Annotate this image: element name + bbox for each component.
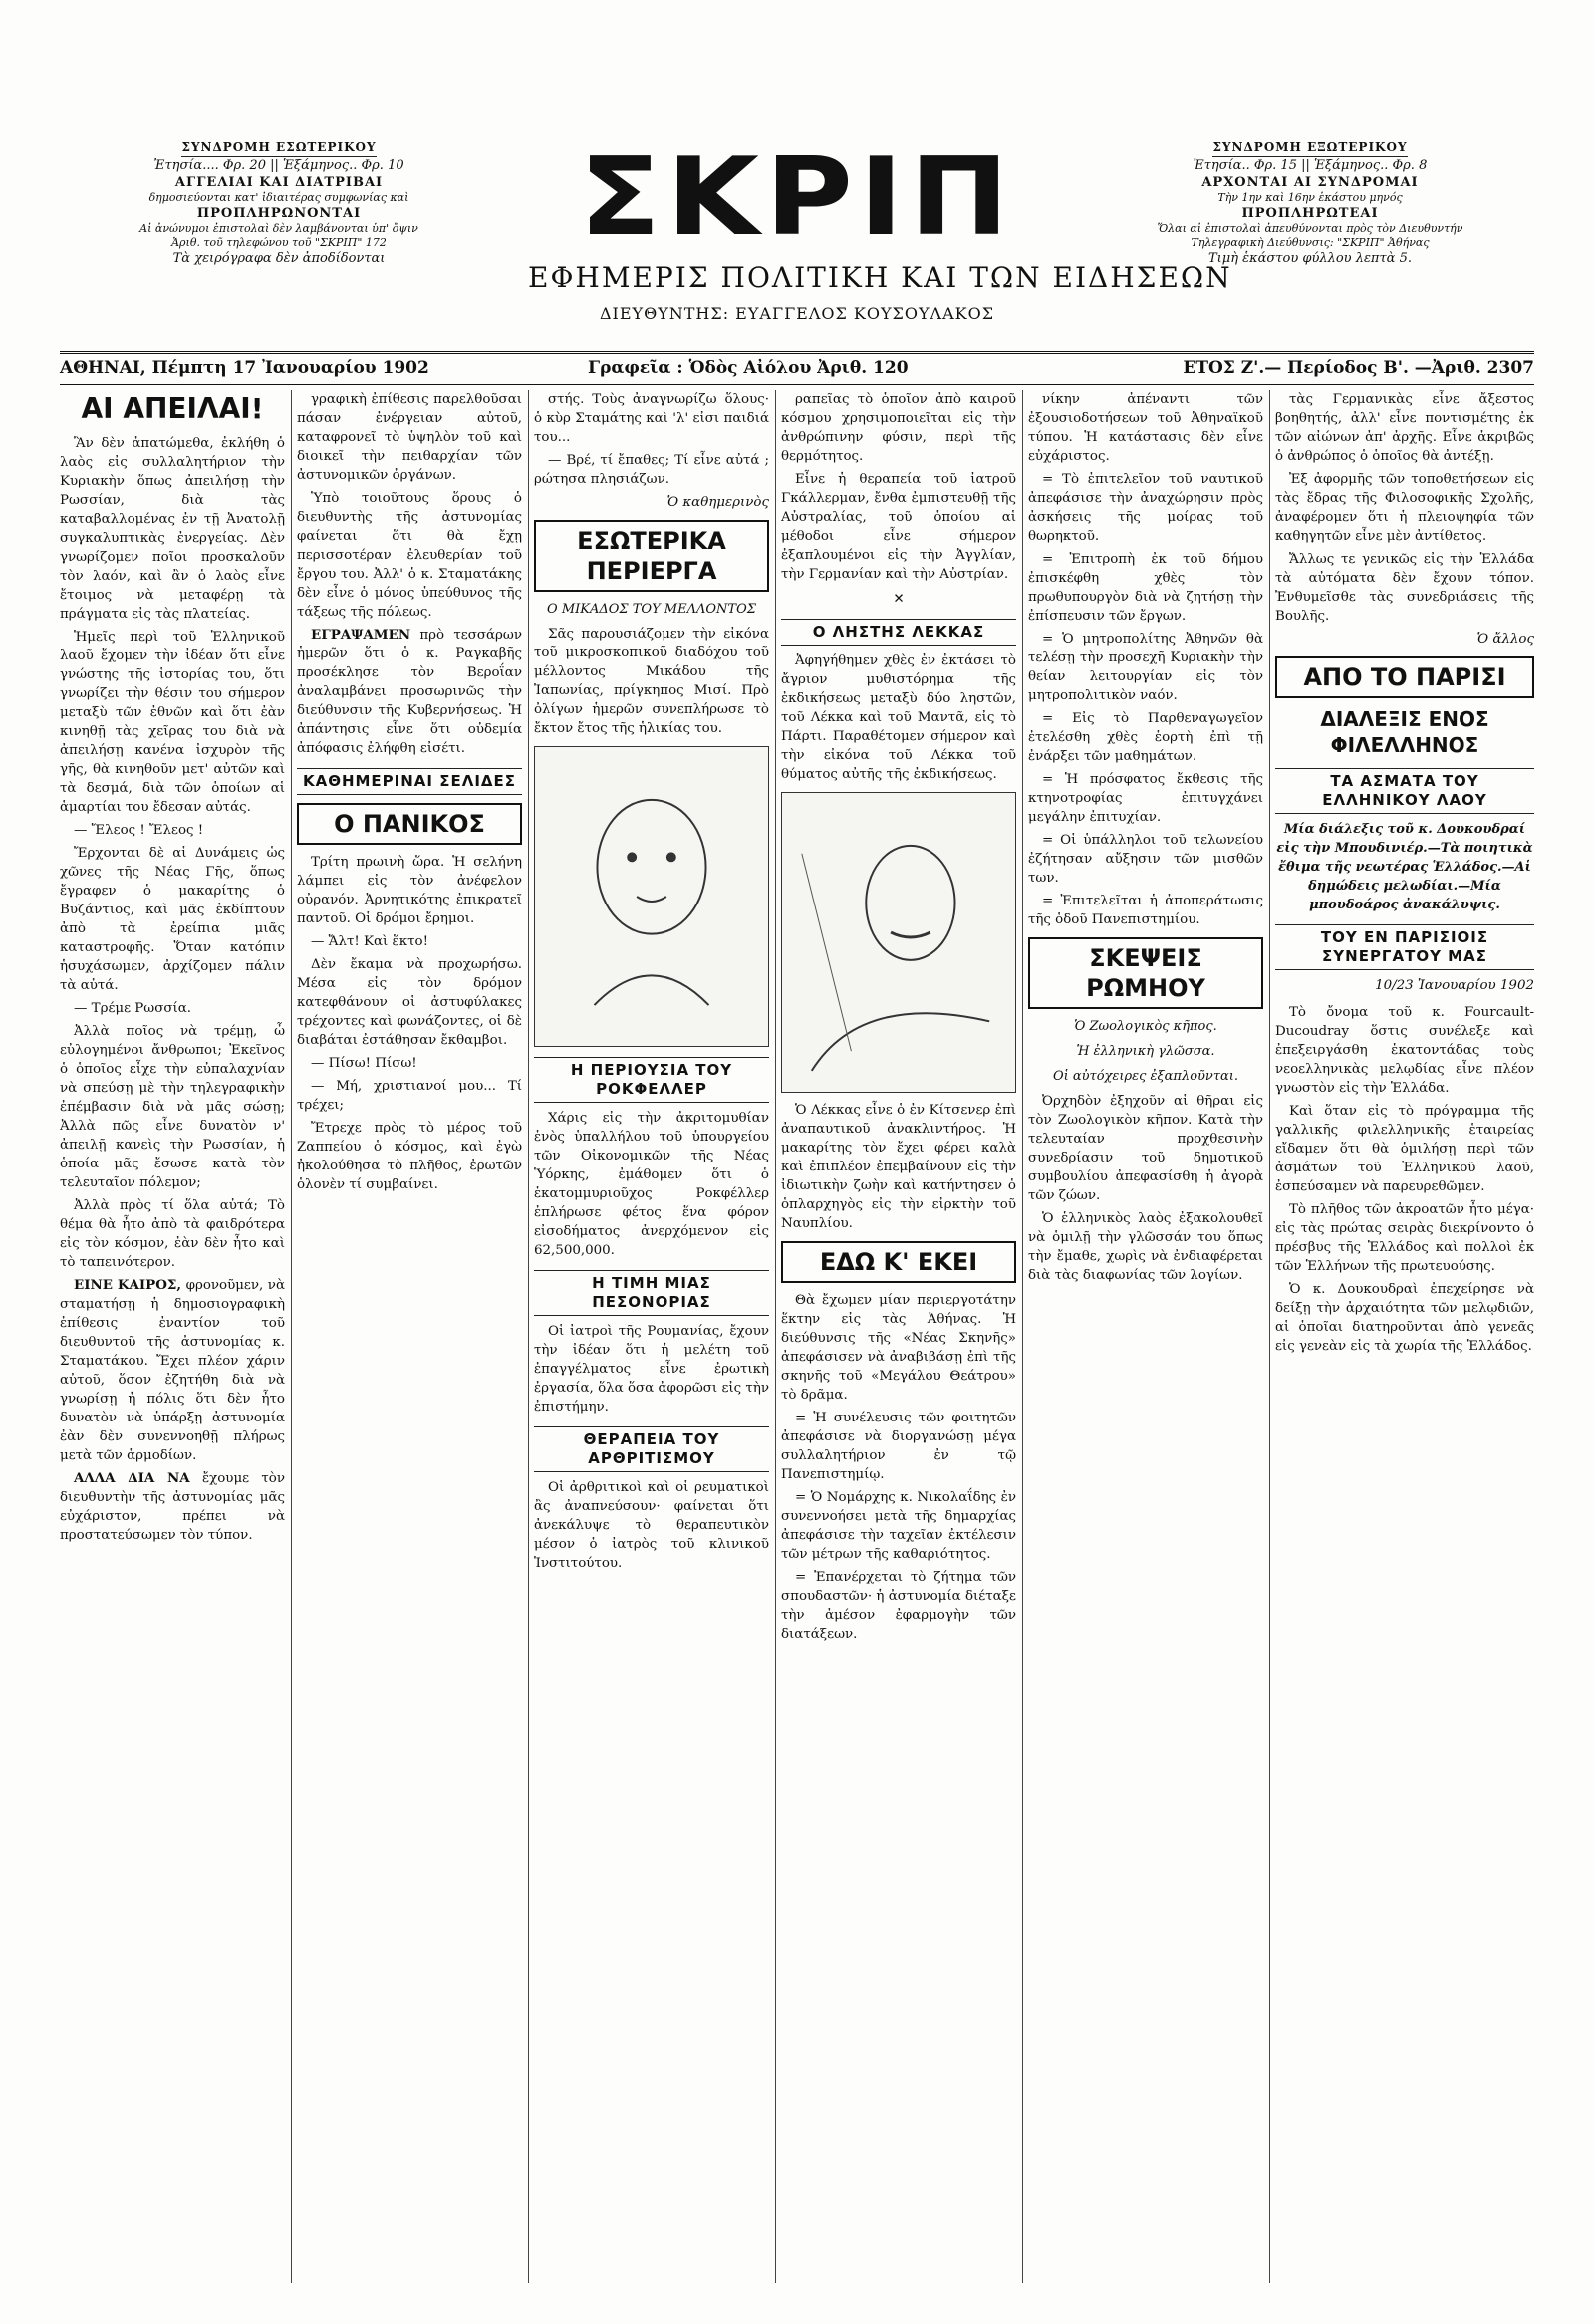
contents-line: Ὁ Ζωολογικὸς κῆπος. [1074, 1019, 1217, 1034]
box-line: δημοσιεύονται κατ' ἰδιαιτέρας συμφωνίας καὶ [148, 191, 409, 204]
lead-in: ΕΙΝΕ ΚΑΙΡΟΣ, [74, 1277, 182, 1293]
paragraph: Καὶ ὅταν εἰς τὸ πρόγραμμα τῆς γαλλικῆς φιλελληνικῆς ἑταιρείας εἴδαμεν ὅτι θὰ ὁμιλήσῃ περὶ τῶν ἀσμάτων τοῦ Ἑλληνικοῦ λαοῦ, ἐσπεύσαμεν νὰ παρευρεθῶμεν. [1275, 1104, 1534, 1194]
paragraph: γραφικὴ ἐπίθεσις παρελθοῦσαι πάσαν ἐνέργειαν αὐτοῦ, καταφρονεῖ τὸ ὑψηλὸν τοῦ καὶ διοικεῖ τὴν πειθαρχίαν τῶν ἀστυνομικῶν ὀργάνων. [297, 392, 522, 483]
box-line: Ἀριθ. τοῦ τηλεφώνου τοῦ "ΣΚΡΙΠ" 172 [171, 236, 387, 249]
paragraph: = Ἐπανέρχεται τὸ ζήτημα τῶν σπουδαστῶν· ἡ ἀστυνομία διέταξε τὴν ἀμέσον ἐφαρμογὴν τῶν διατάξεων. [781, 1570, 1016, 1642]
paragraph: Ἔρχονται δὲ αἱ Δυνάμεις ὡς χῶνες τῆς Νέας Γῆς, ὅπως ἔγραφεν ὁ μακαρίτης ὁ Βυζάντιος, καὶ μᾶς ἐκδίπτουν ἀπὸ τὰ ἐρείπια μιᾶς καταστροφῆς. Ὅταν κατόπιν ἡσυχάσωμεν, ἀρχίζομεν πάλιν τὰ αὐτά. [60, 846, 285, 993]
column-rule [1269, 390, 1270, 2283]
newspaper-subtitle: ΕΦΗΜΕΡΙΣ ΠΟΛΙΤΙΚΗ ΚΑΙ ΤΩΝ ΕΙΔΗΣΕΩΝ [528, 261, 1232, 294]
paragraph: Τρίτη πρωινὴ ὥρα. Ἡ σελήνη λάμπει εἰς τὸν ἀνέφελον οὐρανόν. Ἀρνητικότης ἐπικρατεῖ παντοῦ. Οἱ δρόμοι ἔρημοι. [297, 855, 522, 926]
column-3 [534, 390, 769, 2283]
paragraph: Χάρις εἰς τὴν ἀκριτομυθίαν ἑνὸς ὑπαλλήλου τοῦ ὑπουργείου τῶν Οἰκονομικῶν τῆς Νέας Ὑόρκης, ἐμάθομεν ὅτι ὁ ἑκατομμυριοῦχος Ροκφέλλερ ἐπλήρωσε φέτος ἕνα φόρον εἰσοδήματος ἀνερχόμενον εἰς 62,500,000. [534, 1111, 769, 1258]
article-title: ΣΚΕΨΕΙΣ ΡΩΜΗΟΥ [1028, 937, 1263, 1009]
paragraph: — Μή, χριστιανοί μου... Τί τρέχει; [297, 1079, 522, 1113]
paragraph: Ὁ κ. Δουκουδραὶ ἐπεχείρησε νὰ δείξῃ τὴν ἀρχαιότητα τῶν μελῳδιῶν, αἱ ὁποῖαι διατηροῦνται ἀπὸ γενεᾶς εἰς γενεὰν εἰς τὰ χωρία τῆς Ἑλλάδος. [1275, 1282, 1534, 1354]
box-line: Τηλεγραφικὴ Διεύθυνσις: "ΣΚΡΙΠ" Ἀθήνας [1191, 236, 1430, 249]
section-heading: Ο ΛΗΣΤΗΣ ΛΕΚΚΑΣ [781, 619, 1016, 646]
paragraph: στής. Τοὺς ἀναγνωρίζω ὅλους· ὁ κὺρ Σταμάτης καὶ 'λ' εἰσι παιδιά του... [534, 392, 769, 445]
column-6 [1275, 390, 1534, 2283]
paragraph: Ἀλλὰ ποῖος νὰ τρέμῃ, ὦ εὐλογημένοι ἄνθρωποι; Ἐκεῖνος ὁ ὁποῖος εἶχε τὴν εὐπαλαχνίαν νὰ σπεύσῃ μὲ τὴν τηλεγραφικὴν ἐπέμβασιν διὰ νὰ μᾶς σώσῃ; Ἀλλὰ πῶς εἶνε δυνατὸν ν' ἀπειλῇ κανεὶς τὴν Ρωσσίαν, ἡ ὁποία μᾶς ἔσωσε κατὰ τὸν τελευταῖον πόλεμον; [60, 1024, 285, 1190]
contents-line: Ἡ ἐλληνικὴ γλῶσσα. [1076, 1044, 1215, 1059]
paragraph: Ὁ Λέκκας εἶνε ὁ ἐν Κίτσενερ ἐπὶ ἀναπαυτικοῦ ἀνακλιντήρος. Ἡ μακαρίτης τὸν ἔχει φέρει καλὰ καὶ ἐπιπλέον ἐπεμβαίνουν εἰς τὴν ἰδιωτικὴν ζωὴν καὶ κατήντησεν ὁ ὁπλαρχηγὸς εἰς τὴν εἰρκτὴν τοῦ Ναυπλίου. [781, 1103, 1016, 1231]
paragraph: Ἀφηγήθημεν χθὲς ἐν ἐκτάσει τὸ ἄγριον μυθιστόρημα τῆς ἐκδικήσεως μεταξὺ δύο ληστῶν, τοῦ Λέκκα καὶ τοῦ Μαντᾶ, εἰς τὸ Πάρτι. Παραθέτομεν σήμερον καὶ τὴν εἰκόνα τοῦ Λέκκα τοῦ θύματος αὐτῆς τῆς ἐκδικήσεως. [781, 653, 1016, 782]
paragraph: = Οἱ ὑπάλληλοι τοῦ τελωνείου ἐζήτησαν αὔξησιν τῶν μισθῶν των. [1028, 833, 1263, 886]
lead-in: ΕΓΡΑΨΑΜΕΝ [311, 627, 411, 643]
separator-cross-icon: ✕ [893, 592, 905, 607]
column-1 [60, 390, 285, 2283]
box-heading: ΣΥΝΔΡΟΜΗ ΕΣΩΤΕΡΙΚΟΥ [181, 139, 376, 157]
article-title: ΕΔΩ Κ' ΕΚΕΙ [781, 1241, 1016, 1283]
column-5 [1028, 390, 1263, 2283]
paragraph: Σᾶς παρουσιάζομεν τὴν εἰκόνα τοῦ μικροσκοπικοῦ διαδόχου τοῦ μέλλοντος Μικάδου τῆς Ἰαπωνίας, πρίγκηπος Μισί. Πρὸ ὀλίγων ἡμερῶν συνεπλήρωσε τὸ ἔκτον ἔτος τῆς ἡλικίας του. [534, 627, 769, 736]
paragraph: Οἱ ἰατροὶ τῆς Ρουμανίας, ἔχουν τὴν ἰδέαν ὅτι ἡ μελέτη τοῦ ἐπαγγέλματος εἶνε ἐρωτικὴ ἐργασία, ὅλα ὅσα ἀφορῶσι εἰς τὴν ἐπιστήμην. [534, 1324, 769, 1415]
masthead [60, 135, 1534, 339]
paragraph: πρὸ τεσσάρων ἡμερῶν ὅτι ὁ κ. Ραγκαβῆς προσέκλησε τὸν Βεροΐαν ἀναλαμβάνει προσωρινῶς τὴν διεύθυνσιν τῆς Κυβερνήσεως. Ἡ ἀπάντησις εἶνε ὅτι οὐδεμία ἀπόφασις ἐλήφθη εἰσέτι. [297, 628, 522, 756]
headline: ΑΙ ΑΠΕΙΛΑΙ! [81, 392, 264, 425]
article-title: ΑΠΟ ΤΟ ΠΑΡΙΣΙ [1275, 656, 1534, 698]
section-heading: ΤΑ ΑΣΜΑΤΑ ΤΟΥ ΕΛΛΗΝΙΚΟΥ ΛΑΟΥ [1275, 768, 1534, 814]
box-line: Ὅλαι αἱ ἐπιστολαὶ ἀπευθύνονται πρὸς τὸν Διευθυντήν [1157, 222, 1463, 235]
paragraph: Θὰ ἔχωμεν μίαν περιεργοτάτην ἕκτην εἰς τὰς Ἀθήνας. Ἡ διεύθυνσις τῆς «Νέας Σκηνῆς» ἀπεφάσισεν νὰ ἀναβιβάσῃ ἐπὶ τῆς σκηνῆς τοῦ «Μεγάλου Θεάτρου» τὸ δρᾶμα. [781, 1293, 1016, 1403]
child-portrait-icon [535, 747, 768, 1046]
newspaper-title: ΣΚΡΙΠ [579, 135, 1015, 261]
paragraph: Εἶνε ἡ θεραπεία τοῦ ἰατροῦ Γκάλλερμαν, ἔνθα ἐμπιστευθῇ τῆς Αὐστραλίας, τοῦ ὁποίου αἱ μέθοδοι εἶνε σήμερον ἐξαπλουμένοι εἰς τὴν Ἀγγλίαν, τὴν Γερμανίαν καὶ τὴν Αὐστρίαν. [781, 472, 1016, 582]
paragraph: = Εἰς τὸ Παρθεναγωγεῖον ἐτελέσθη χθὲς ἑορτὴ ἐπὶ τῇ ἐνάρξει τῶν μαθημάτων. [1028, 711, 1263, 764]
issue-number: ΕΤΟΣ Ζ'.— Περίοδος Β'. —Ἀριθ. 2307 [1183, 358, 1534, 378]
office-address: Γραφεῖα : Ὁδὸς Αἰόλου Ἀριθ. 120 [588, 358, 909, 378]
paragraph: Ἔτρεχε πρὸς τὸ μέρος τοῦ Ζαππείου ὁ κόσμος, καὶ ἐγὼ ἠκολούθησα τὸ πλῆθος, ἐρωτῶν ὁλονὲν τί συμβαίνει. [297, 1121, 522, 1192]
article-deck: Μία διάλεξις τοῦ κ. Δουκουδραί εἰς τὴν Μπουδινιέρ.—Τὰ ποιητικὰ ἔθιμα τῆς νεωτέρας Ἑλλάδος.—Αἱ δημώδεις μελωδίαι.—Μία μπουδοάρος ἀνακάλυψις. [1276, 822, 1533, 912]
article-subtitle: Ο ΜΙΚΑΔΟΣ ΤΟΥ ΜΕΛΛΟΝΤΟΣ [547, 602, 756, 617]
paragraph: Ἡμεῖς περὶ τοῦ Ἑλληνικοῦ λαοῦ ἔχομεν τὴν ἰδέαν ὅτι εἶνε γνώστης τῆς ἱστορίας του, ὅτι γνωρίζει τὴν θέσιν του σήμερον μεταξὺ τῶν ἐθνῶν καὶ ὅτι ἐὰν κινηθῇ τὰς χεῖρας του διὰ νὰ ἀπειλήσῃ κανένα ἰσχυρὸν τῆς γῆς, θὰ κινηθοῦν μετ' αὐτῶν καὶ τὰ δεσμά, διὰ τῶν ὁποίων αἱ ἁμαρτίαι του ἔδεσαν αὐτάς. [60, 630, 285, 815]
paragraph: τὰς Γερμανικὰς εἶνε ἄξεστος βοηθητής, ἀλλ' εἶνε ποντισμέτης ἐκ τῶν αἰώνων ἀπ' ἀρχῆς. Εἶνε ἀκριβῶς ὁ ἀνθρώπος ὁ ὁποῖος θὰ ἀντέξῃ. [1275, 392, 1534, 464]
article-date: 10/23 Ἰανουαρίου 1902 [1375, 978, 1534, 993]
paragraph: — Βρέ, τί ἔπαθες; Τί εἶνε αὐτά ; ρώτησα πλησιάζων. [534, 453, 769, 487]
paragraph: ἔχουμε τὸν διευθυντὴν τῆς ἀστυνομίας μᾶς εὐχάριστον, πρέπει νὰ προστατεύσωμεν τὸν τύπον. [60, 1471, 285, 1543]
paragraph: = Ἡ πρόσφατος ἔκθεσις τῆς κτηνοτροφίας ἐπιτυγχάνει μεγάλην ἐπιτυχίαν. [1028, 772, 1263, 825]
paragraph: — Ἔλεος ! Ἔλεος ! [74, 823, 204, 838]
article-headline: ΔΙΑΛΕΞΙΣ ΕΝΟΣ ΦΙΛΕΛΛΗΝΟΣ [1320, 707, 1489, 757]
column-2 [297, 390, 522, 2283]
lead-in: ΑΛΛΑ ΔΙΑ ΝΑ [74, 1470, 190, 1486]
paragraph: Ἀλλὰ πρὸς τί ὅλα αὐτά; Τὸ θέμα θὰ ἦτο ἀπὸ τὰ φαιδρότερα εἰς τὸν κόσμον, ἐὰν δὲν ἦτο καὶ τὸ ταπεινότερον. [60, 1198, 285, 1270]
paragraph: Τὸ πλῆθος τῶν ἀκροατῶν ἦτο μέγα· εἰς τὰς πρώτας σειρὰς διεκρίνοντο ὁ πρέσβυς τῆς Ἑλλάδος καὶ πολλοὶ ἐκ τῶν Ἑλλήνων τῆς πρωτευούσης. [1275, 1202, 1534, 1274]
man-portrait-icon [782, 793, 1015, 1092]
paragraph: — Τρέμε Ρωσσία. [74, 1001, 192, 1016]
contents-line: Οἱ αὐτόχειρες ἐξαπλοῦνται. [1052, 1069, 1239, 1084]
paragraph: = Ὁ μητροπολίτης Ἀθηνῶν θὰ τελέσῃ τὴν προσεχῆ Κυριακὴν τὴν θείαν λειτουργίαν εἰς τὸν μητροπολιτικὸν ναόν. [1028, 632, 1263, 703]
box-line: ΠΡΟΠΛΗΡΩΝΟΝΤΑΙ [196, 206, 362, 221]
section-heading: ΚΑΘΗΜΕΡΙΝΑΙ ΣΕΛΙΔΕΣ [297, 768, 522, 795]
paragraph: νίκην ἀπέναντι τῶν ἐξουσιοδοτήσεων τοῦ Ἀθηναϊκοῦ τύπου. Ἡ κατάστασις δὲν εἶνε εὐχάριστος. [1028, 392, 1263, 464]
portrait-illustration-lekkas [781, 792, 1016, 1093]
paragraph: φρονοῦμεν, νὰ σταματήσῃ ἡ δημοσιογραφικὴ ἐπίθεσις ἐναντίον τοῦ διευθυντοῦ τῆς ἀστυνομίας κ. Σταματάκου. Ἔχει πλέον χάριν αὐτοῦ, ὅσον ἐζητήθη διὰ νὰ γνωρίσῃ ἡ πόλις ὅτι δὲν ἦτο δυνατὸν νὰ ὑπάρξῃ ἀστυνομία ἐὰν δὲν συνεννοηθῇ πλήρως μετὰ τῶν ἁρμοδίων. [60, 1278, 285, 1463]
section-heading: Η ΠΕΡΙΟΥΣΙΑ ΤΟΥ ΡΟΚΦΕΛΛΕΡ [534, 1057, 769, 1103]
box-heading: ΣΥΝΔΡΟΜΗ ΕΞΩΤΕΡΙΚΟΥ [1212, 139, 1407, 157]
column-rule [528, 390, 529, 2283]
paragraph: = Ὁ Νομάρχης κ. Νικολαΐδης ἐν συνεννοήσει μετὰ τῆς δημαρχίας ἀπεφάσισε τὴν ταχεῖαν ἐκτέλεσιν τῶν μέτρων τῆς καθαριότητος. [781, 1490, 1016, 1562]
column-4 [781, 390, 1016, 2283]
column-rule [1022, 390, 1023, 2283]
paragraph: = Ἡ συνέλευσις τῶν φοιτητῶν ἀπεφάσισε νὰ διοργανώσῃ μέγα συλλαλητήριον ἐν τῷ Πανεπιστημίῳ. [781, 1411, 1016, 1482]
paragraph: ραπεῖας τὸ ὁποῖον ἀπὸ καιροῦ κόσμου χρησιμοποιεῖται εἰς τὴν ἀνθρώπινην φύσιν, περὶ τῆς θερμότητος. [781, 392, 1016, 464]
paragraph: Ὀρχηδὸν ἐξηχοῦν αἱ θῆραι εἰς τὸν Ζωολογικὸν κῆπον. Κατὰ τὴν τελευταίαν προχθεσινὴν συνεδρίασιν τοῦ δημοτικοῦ συμβουλίου ἀπεφασίσθη ἡ ἀγορὰ τῶν ζώων. [1028, 1094, 1263, 1203]
paragraph: Ὁ ἑλληνικὸς λαὸς ἐξακολουθεῖ νὰ ὁμιλῇ τὴν γλῶσσάν του ὅπως τὴν ἔμαθε, χωρὶς νὰ ἐνδιαφέρεται διὰ τὰς διαφωνίας τῶν λογίων. [1028, 1211, 1263, 1283]
paragraph: Ἄλλως τε γενικῶς εἰς τὴν Ἑλλάδα τὰ αὐτόματα δὲν ἔχουν τόπον. Ἐνθυμεῖσθε τὰς συνεδριάσεις τῆς Βουλῆς. [1275, 552, 1534, 624]
paragraph: = Ἐπιτροπὴ ἐκ τοῦ δήμου ἐπισκέφθη χθὲς τὸν πρωθυπουργὸν διὰ νὰ ζητήσῃ τὴν ἐπίσπευσιν τῶν ἔργων. [1028, 552, 1263, 624]
box-line: ΑΡΧΟΝΤΑΙ ΑΙ ΣΥΝΔΡΟΜΑΙ [1201, 175, 1419, 190]
signature: Ὁ καθημερινὸς [666, 495, 769, 510]
box-line: ΑΓΓΕΛΙΑΙ ΚΑΙ ΔΙΑΤΡΙΒΑΙ [174, 175, 384, 190]
place-date: ΑΘΗΝΑΙ, Πέμπτη 17 Ἰανουαρίου 1902 [60, 358, 429, 378]
paragraph: Τὸ ὄνομα τοῦ κ. Fourcault-Ducoudray ὅστις συνέλεξε καὶ ἐπεξειργάσθη ἑκατοντάδας τοὺς νεοελληνικὰς μελῳδίας εἶνε πλέον γνωστὸν εἰς τὴν Ἑλλάδα. [1275, 1005, 1534, 1096]
newspaper-logo [528, 135, 1232, 323]
paragraph: Ἂν δὲν ἀπατώμεθα, ἐκλήθη ὁ λαὸς εἰς συλλαλητήριον τὴν Κυριακὴν ὅπως ἀπειλήσῃ τὴν Ρωσσίαν, διὰ τὰς καταβαλλομένας ἐν τῇ Ἀνατολῇ συγκαλυπτικὰς ἐνεργείας. Δὲν γνωρίζομεν ποῖοι προσκαλοῦν τὸν λαόν, καὶ ἂν ὁ λαὸς εἶνε ἔτοιμος νὰ μεταφέρῃ τὰ πράγματα εἰς τὰς πλατείας. [60, 436, 285, 622]
section-heading: Η ΤΙΜΗ ΜΙΑΣ ΠΕΣΟΝΟΡΙΑΣ [534, 1270, 769, 1316]
box-line: ΠΡΟΠΛΗΡΩΤΕΑΙ [1241, 206, 1379, 221]
paragraph: — Πίσω! Πίσω! [311, 1056, 417, 1071]
signature: Ὁ ἄλλος [1476, 632, 1534, 646]
director-line: ΔΙΕΥΘΥΝΤΗΣ: ΕΥΑΓΓΕΛΟΣ ΚΟΥΣΟΥΛΑΚΟΣ [599, 304, 995, 323]
byline: ΤΟΥ ΕΝ ΠΑΡΙΣΙΟΙΣ ΣΥΝΕΡΓΑΤΟΥ ΜΑΣ [1275, 924, 1534, 970]
portrait-illustration-prince [534, 746, 769, 1047]
article-title: Ο ΠΑΝΙΚΟΣ [297, 803, 522, 845]
paragraph: — Ἄλτ! Καὶ ἕκτο! [311, 934, 428, 949]
paragraph: Δὲν ἔκαμα νὰ προχωρήσω. Μέσα εἰς τὸν δρόμον κατεφθάνουν οἱ ἀστυφύλακες τρέχοντες καὶ φωνάζοντες, οἱ δὲ διαβάται ἐστάθησαν ἔκθαμβοι. [297, 957, 522, 1048]
column-rule [291, 390, 292, 2283]
foreign-subscription-box [1151, 139, 1469, 267]
price-line: Ἐτησία.. Φρ. 15 || Ἑξάμηνος.. Φρ. 8 [1193, 158, 1428, 173]
domestic-subscription-box [115, 139, 443, 267]
paragraph: = Ἐπιτελεῖται ἡ ἀποπεράτωσις τῆς ὁδοῦ Πανεπιστημίου. [1028, 894, 1263, 927]
section-heading: ΘΕΡΑΠΕΙΑ ΤΟΥ ΑΡΘΡΙΤΙΣΜΟΥ [534, 1426, 769, 1472]
paragraph: Οἱ ἀρθριτικοὶ καὶ οἱ ρευματικοὶ ἂς ἀναπνεύσουν· φαίνεται ὅτι ἀνεκάλυψε τὸ θεραπευτικὸν μέσον ὁ ἰατρὸς τοῦ κλινικοῦ Ἱνστιτούτου. [534, 1480, 769, 1571]
box-line: Τὴν 1ην καὶ 16ην ἑκάστου μηνός [1217, 191, 1403, 204]
box-line: Αἱ ἀνώνυμοι ἐπιστολαὶ δὲν λαμβάνονται ὑπ' ὄψιν [139, 222, 418, 235]
article-title: ΕΣΩΤΕΡΙΚΑ ΠΕΡΙΕΡΓΑ [534, 520, 769, 592]
dateline-bar [60, 351, 1534, 385]
paragraph: Ἐξ ἀφορμῆς τῶν τοποθετήσεων εἰς τὰς ἔδρας τῆς Φιλοσοφικῆς Σχολῆς, ἀναφέρομεν ὅτι ἡ πλειοψηφία τῶν καθηγητῶν εἶνε μὲν ἀντίθετος. [1275, 472, 1534, 544]
box-line: Τιμὴ ἑκάστου φύλλου λεπτὰ 5. [1208, 251, 1412, 266]
box-line: Τὰ χειρόγραφα δὲν ἀποδίδονται [172, 251, 386, 266]
column-rule [775, 390, 776, 2283]
paragraph: Ὑπὸ τοιοῦτους ὅρους ὁ διευθυντὴς τῆς ἀστυνομίας φαίνεται ὅτι θὰ ἔχῃ περισσοτέραν ἐλευθερίαν τοῦ ἔργου του. Ἀλλ' ὁ κ. Σταματάκης δὲν εἶνε ὁ μόνος ὑπεύθυνος τῆς τάξεως τῆς πόλεως. [297, 491, 522, 620]
paragraph: = Τὸ ἐπιτελεῖον τοῦ ναυτικοῦ ἀπεφάσισε τὴν ἀναχώρησιν πρὸς ἀσκήσεις τῆς μοίρας τοῦ θωρηκτοῦ. [1028, 472, 1263, 544]
price-line: Ἐτησία.... Φρ. 20 || Ἑξάμηνος.. Φρ. 10 [153, 158, 404, 173]
